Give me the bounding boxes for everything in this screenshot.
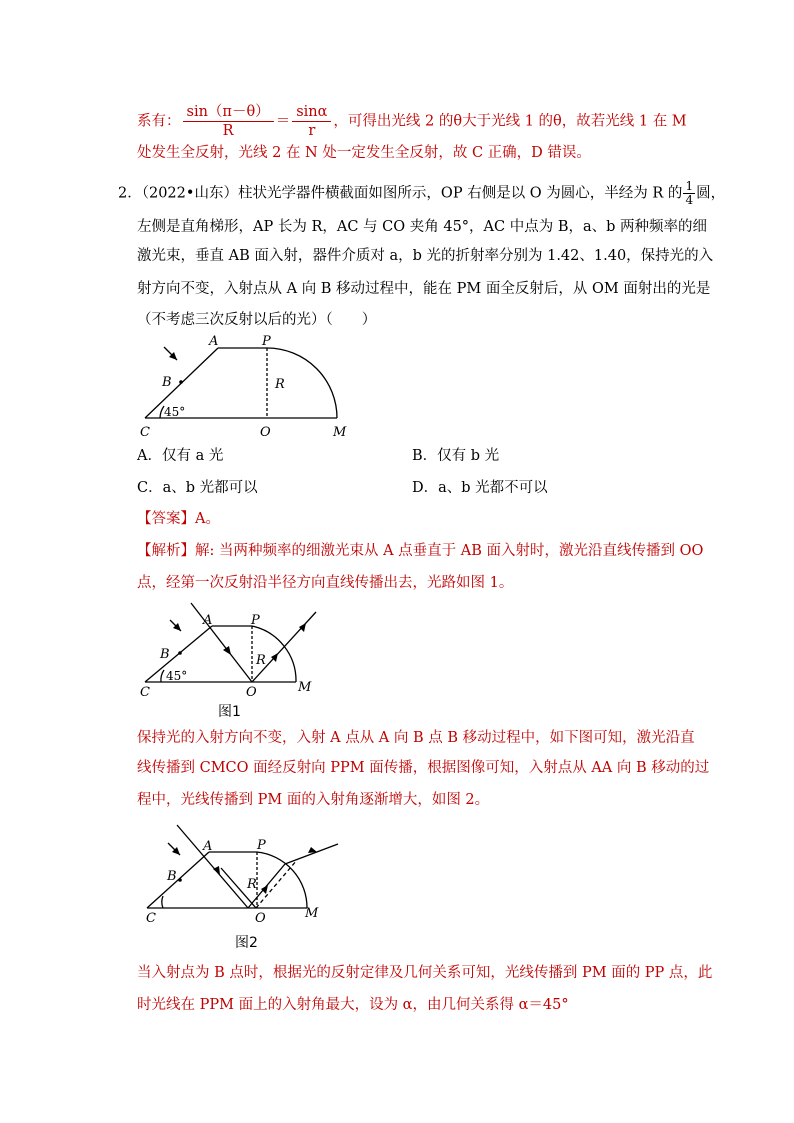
label-a: A [203,839,213,854]
label-p: P [262,334,271,349]
fraction-1: $\frac{\sin(\pi-\theta)}{R}$ [183,103,274,140]
label-b: B [167,869,177,884]
question-line-4: 射方向不变，入射点从 A 向 B 移动过程中，能在 PM 面全反射后，从 OM 面射出的光是 [137,281,711,297]
analysis-line-5: 程中，光线传播到 PM 面的入射角逐渐增大，如图 2。 [137,792,490,808]
label-o: O [255,911,266,925]
arc-pm [257,852,307,908]
analysis-line-1: 【解析】解: 当两种频率的细激光束从 A 点垂直于 AB 面入射时，激光沿直线传播到 OO [137,543,704,559]
figure-1 [130,598,330,703]
ray-a-to-o [191,603,252,682]
label-c: C [146,911,156,925]
figure-1-caption: 图1 [218,704,241,720]
quarter-fraction: $\frac{1}{4}$ [685,179,694,207]
label-m: M [298,680,312,695]
label-r: R [247,877,257,892]
label-r: R [275,377,285,392]
figure-2 [135,820,350,925]
label-angle: 45° [164,405,186,419]
figure-2-caption: 图2 [235,935,258,951]
analysis-line-7: 时光线在 PPM 面上的入射角最大，设为 α，由几何关系得 α＝45° [137,997,569,1013]
choice-b[interactable]: B．仅有 b 光 [412,448,500,464]
choice-c[interactable]: C．a、b 光都可以 [137,480,258,496]
label-r: R [256,653,266,668]
angle-arc [161,670,164,682]
analysis-line-4: 线传播到 CMCO 面经反射向 PPM 面传播，根据图像可知，入射点从 AA 向 B 移动的过 [137,760,710,776]
label-m: M [333,425,347,440]
label-a: A [209,334,219,349]
label-o: O [260,425,271,440]
question-line-3: 激光束，垂直 AB 面入射，器件介质对 a，b 光的折射率分别为 1.42、1.40，保持光的入 [137,248,714,264]
arrowhead-icon [261,885,268,894]
label-m: M [305,906,319,921]
question-line-1: 2．（2022•山东）柱状光学器件横截面如图所示，OP 右侧是以 O 为圆心，半经为 R 的 $\frac{1}{4}$ 圆， [118,179,726,207]
ray-1 [177,825,248,908]
label-angle: 45° [166,669,188,683]
choice-a[interactable]: A．仅有 a 光 [137,448,224,464]
label-b: B [160,647,170,662]
arrowhead-icon [299,623,306,632]
refracted-ray [285,844,338,864]
analysis-line-6: 当入射点为 B 点时，根据光的反射定律及几何关系可知，光线传播到 PM 面的 PP 点，此 [137,965,713,981]
answer-line: 【答案】A。 [137,511,220,527]
question-line-5: （不考虑三次反射以后的光）（ ） [137,312,377,328]
label-p: P [251,613,260,628]
edge-ac [147,852,209,908]
label-o: O [246,685,257,700]
angle-arc [162,896,163,908]
label-a: A [203,613,213,628]
reflected-ray-2 [256,860,297,908]
label-b: B [162,375,172,390]
question-figure [130,330,360,445]
label-c: C [140,425,150,440]
prev-formula-line: 系有： $\frac{\sin(\pi-\theta)}{R}$ ＝ $\frac{\sin\alpha}{r}$ ，可得出光线 2 的θ大于光线 1 的θ，故若光线 1 在 M [137,104,687,139]
arrowhead-icon [308,847,317,853]
prev-line-2: 处发生全反射，光线 2 在 N 处一定发生全反射，故 C 正确，D 错误。 [137,145,591,161]
label-c: C [140,685,150,700]
fraction-2: $\frac{\sin\alpha}{r}$ [292,103,331,140]
choice-d[interactable]: D．a、b 光都不可以 [412,480,548,496]
question-line-2: 左侧是直角梯形，AP 长为 R，AC 与 CO 夹角 45°，AC 中点为 B，a、b 两种频率的细 [137,219,708,235]
label-p: P [257,838,266,853]
point-b [179,380,183,384]
point-b [178,878,182,882]
analysis-line-2: 点，经第一次反射沿半径方向直线传播出去，光路如图 1。 [137,575,514,591]
reflected-ray [252,612,316,682]
analysis-line-3: 保持光的入射方向不变，入射 A 点从 A 向 B 点 B 移动过程中，如下图可知，激光沿直 [137,730,695,746]
arrowhead-icon [223,646,231,655]
point-b [178,651,182,655]
